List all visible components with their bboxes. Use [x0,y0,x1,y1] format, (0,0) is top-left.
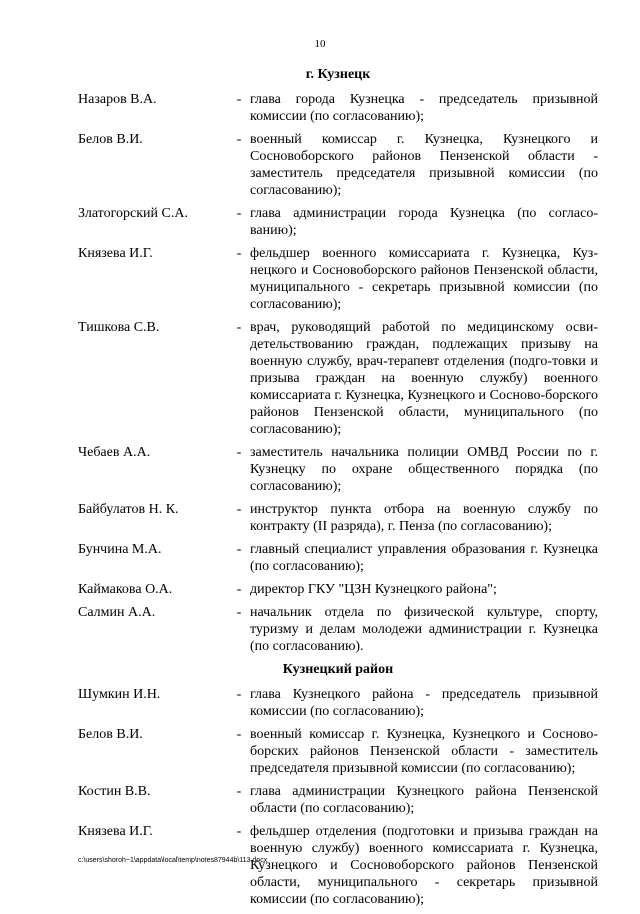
member-entry [78,541,598,575]
member-role: фельдшер военного комиссариата г. Кузнецка, Куз-нецкого и Сосновоборского районов Пензенской области, муниципального - секретарь призывной комиссии (по согласованию); [250,246,598,312]
member-dash: - [236,132,242,147]
member-entry [78,686,598,720]
member-name: Князева И.Г. [78,824,153,839]
member-dash: - [236,502,242,517]
member-entry [78,205,598,239]
member-name: Шумкин И.Н. [78,687,161,702]
member-role: военный комиссар г. Кузнецка, Кузнецкого и Сосново-борских районов Пензенской области - заместитель председателя призывной комиссии (по согласованию); [250,727,598,776]
member-role: глава города Кузнецка - председатель призывной комиссии (по согласованию); [250,92,598,124]
member-dash: - [236,687,242,702]
member-role: глава администрации Кузнецкого района Пензенской области (по согласованию); [250,784,598,816]
member-role: врач, руководящий работой по медицинскому осви-детельствованию граждан, подлежащих призыву на военную службу, врач-терапевт отделения (подго-товки и призыва граждан на военную службу) военного комиссариата г. Кузнецка, Кузнецкого и Сосново-борского районов Пензенской области, муниципального (по согласованию); [250,320,598,437]
member-entry [78,91,598,125]
member-role: военный комиссар г. Кузнецка, Кузнецкого и Сосновоборского районов Пензенской области - заместитель председателя призывной комиссии (по согласованию); [250,132,598,198]
member-name: Златогорский С.А. [78,206,188,221]
member-name: Назаров В.А. [78,92,157,107]
member-entry [78,604,598,655]
member-role: заместитель начальника полиции ОМВД России по г. Кузнецку по охране общественного порядка (по согласованию); [250,445,598,494]
member-dash: - [236,92,242,107]
member-entry [78,823,598,908]
member-name: Каймакова О.А. [78,582,173,597]
section-title-kuznetsk-district: Кузнецкий район [282,662,394,677]
member-name: Чебаев А.А. [78,445,151,460]
member-name: Князева И.Г. [78,246,153,261]
member-entry [78,581,598,598]
member-dash: - [236,206,242,221]
member-dash: - [236,727,242,742]
member-name: Тишкова С.В. [78,320,160,335]
members-list-kuznetsk-district [78,686,598,908]
member-dash: - [236,246,242,261]
member-name: Белов В.И. [78,132,143,147]
member-role: директор ГКУ "ЦЗН Кузнецкого района"; [250,582,497,597]
member-name: Бунчина М.А. [78,542,162,557]
member-name: Белов В.И. [78,727,143,742]
member-role: главный специалист управления образования г. Кузнецка (по согласованию); [250,542,598,574]
member-entry [78,444,598,495]
member-role: инструктор пункта отбора на военную службу по контракту (II разряда), г. Пенза (по согласованию); [250,502,598,534]
member-entry [78,245,598,313]
member-role: глава Кузнецкого района - председатель призывной комиссии (по согласованию); [250,687,598,719]
member-entry [78,319,598,438]
member-name: Костин В.В. [78,784,151,799]
member-dash: - [236,605,242,620]
member-entry [78,726,598,777]
member-dash: - [236,542,242,557]
member-name: Байбулатов Н. К. [78,502,179,517]
file-path-footer: c:\users\shoroh~1\appdata\local\temp\notes87944b\113.docx [78,857,268,864]
member-dash: - [236,824,242,839]
member-dash: - [236,445,242,460]
member-dash: - [236,582,242,597]
members-list-kuznetsk [78,91,598,655]
member-entry [78,131,598,199]
section-title-kuznetsk: г. Кузнецк [305,67,371,82]
member-dash: - [236,320,242,335]
member-entry [78,783,598,817]
member-name: Салмин А.А. [78,605,156,620]
member-role: начальник отдела по физической культуре, спорту, туризму и делам молодежи администрации г. Кузнецка (по согласованию). [250,605,598,654]
member-dash: - [236,784,242,799]
member-entry [78,501,598,535]
member-role: глава администрации города Кузнецка (по согласо-ванию); [250,206,598,238]
document-body [78,66,598,914]
member-role: фельдшер отделения (подготовки и призыва граждан на военную службу) военного комиссариата г. Кузнецка, Кузнецкого и Сосновоборского районов Пензенской области, муниципального - секретарь призывной комиссии (по согласованию); [250,824,598,907]
page-number: 10 [314,38,326,50]
